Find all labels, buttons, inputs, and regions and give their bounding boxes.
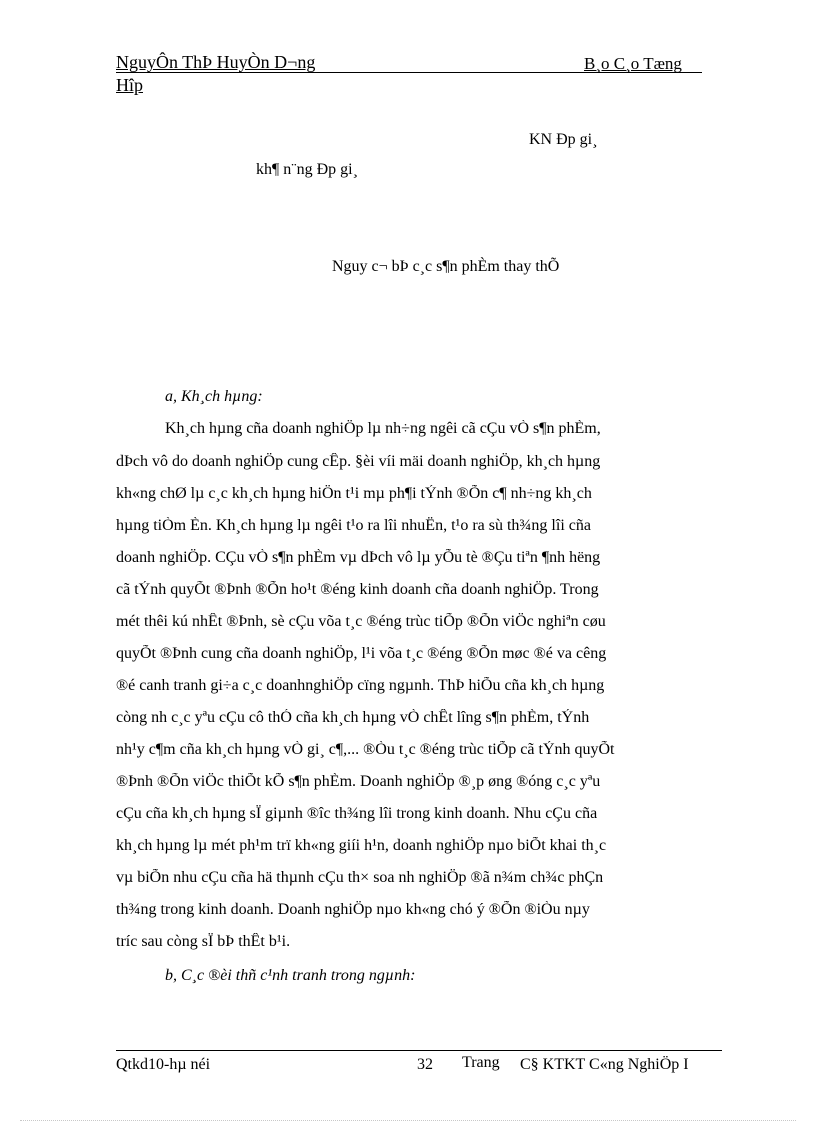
paragraph-line: hµng tiÒm Èn. Kh¸ch hµng lµ ngêi t¹o ra lîi nhuËn, t¹o ra sù th¾ng lîi cña [116,517,591,534]
paragraph-line: quyÕt ®Þnh cung cña doanh nghiÖp, l¹i võa t¸c ®éng ®Õn møc ®é va cêng [116,645,607,662]
footer-school: C§ KTKT C«ng NghiÖp I [520,1056,689,1073]
paragraph-line: th¾ng trong kinh doanh. Doanh nghiÖp nµo kh«ng chó ý ®Õn ®iÒu nµy [116,901,590,918]
section-b-heading: b, C¸c ®èi thñ c¹nh tranh trong ngµnh: [165,967,416,984]
paragraph-line: cÇu cña kh¸ch hµng sÏ giµnh ®îc th¾ng lîi trong kinh doanh. Nhu cÇu cña [116,805,598,822]
paragraph-line: ®é canh tranh gi÷a c¸c doanhnghiÖp cïng ngµnh. ThÞ hiÕu cña kh¸ch hµng [116,677,605,694]
paragraph-line: vµ biÕn nhu cÇu cña hä thµnh cÇu th× soa nh nghiÖp ®ã n¾m ch¾c phÇn [116,869,604,886]
footer-trang-label: Trang [462,1054,500,1071]
section-a-heading: a, Kh¸ch hµng: [165,388,263,405]
paragraph-line: Kh¸ch hµng cña doanh nghiÖp lµ nh÷ng ngêi cã cÇu vÒ s¶n phÈm, [165,420,601,437]
diagram-label-bargaining-2: kh¶ n¨ng Ðp gi¸ [256,161,358,178]
paragraph-line: nh¹y c¶m cña kh¸ch hµng vÒ gi¸ c¶,... ®Òu t¸c ®éng trùc tiÕp cã tÝnh quyÕt [116,741,615,758]
footer-page-number: 32 [417,1056,433,1073]
paragraph-line: còng nh c¸c yªu cÇu cô thÓ cña kh¸ch hµng vÒ chÊt lîng s¶n phÈm, tÝnh [116,709,590,726]
paragraph-line: dÞch vô do doanh nghiÖp cung cÊp. §èi víi mäi doanh nghiÖp, kh¸ch hµng [116,453,601,470]
paragraph-line: tríc sau còng sÏ bÞ thÊt b¹i. [116,933,291,950]
header-report-title-cont: Hîp [116,75,143,95]
footer-class-label: Qtkd10-hµ néi [116,1056,211,1073]
paragraph-line: kh«ng chØ lµ c¸c kh¸ch hµng hiÖn t¹i mµ ph¶i tÝnh ®Õn c¶ nh÷ng kh¸ch [116,485,592,502]
footer-rule [116,1050,722,1051]
paragraph-line: doanh nghiÖp. CÇu vÒ s¶n phÈm vµ dÞch vô lµ yÕu tè ®Çu tiªn ¶nh hëng [116,549,601,566]
paragraph-line: kh¸ch hµng lµ mét ph¹m trï kh«ng giíi h¹n, doanh nghiÖp nµo biÕt khai th¸c [116,837,607,854]
header-author: NguyÔn ThÞ HuyÒn D¬ng [116,52,316,72]
page-bottom-border [20,1120,796,1121]
header-rule [116,72,702,73]
paragraph-line: mét thêi kú nhÊt ®Þnh, sè cÇu võa t¸c ®éng trùc tiÕp ®Õn viÖc nghiªn cøu [116,613,606,630]
header-report-title: B¸o C¸o Tæng [584,54,682,73]
diagram-label-bargaining: KN Ðp gi¸ [529,131,598,148]
paragraph-line: ®Þnh ®Õn viÖc thiÕt kÕ s¶n phÈm. Doanh nghiÖp ®¸p øng ®óng c¸c yªu [116,773,601,790]
diagram-label-threat: Nguy c¬ bÞ c¸c s¶n phÈm thay thÕ [332,258,560,275]
paragraph-line: cã tÝnh quyÕt ®Þnh ®Õn ho¹t ®éng kinh doanh cña doanh nghiÖp. Trong [116,581,599,598]
